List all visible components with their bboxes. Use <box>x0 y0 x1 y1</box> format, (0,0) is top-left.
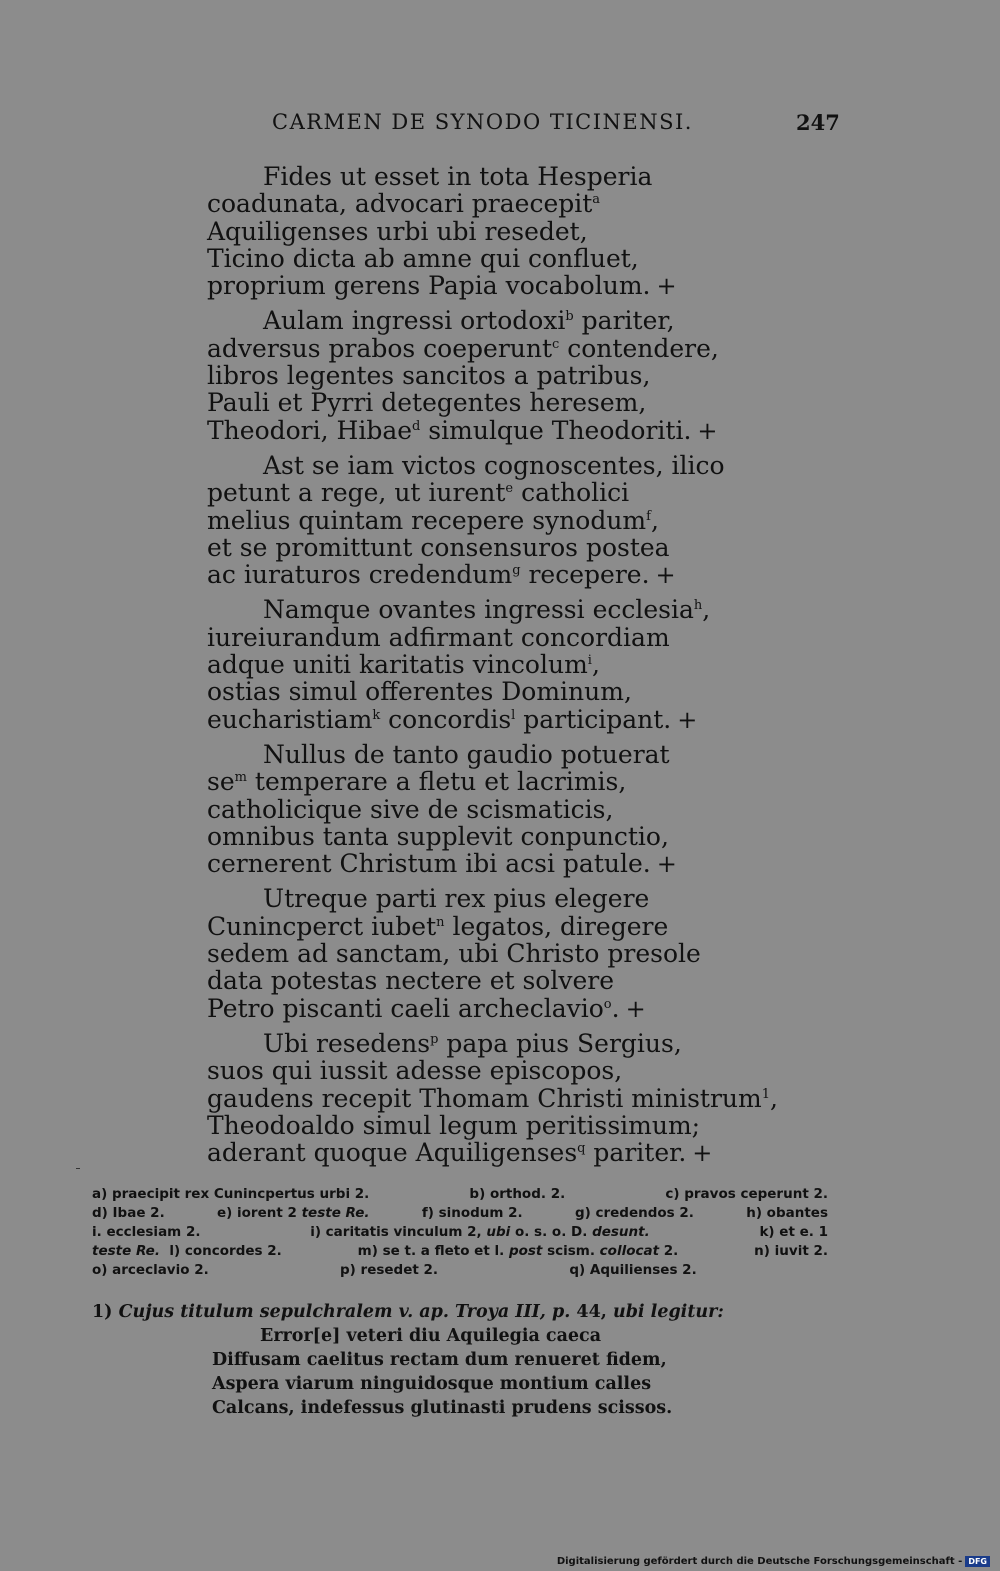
footnote-verse-line: Calcans, indefessus glutinasti prudens scissos. <box>212 1398 673 1418</box>
verse-line: Pauli et Pyrri detegentes heresem, <box>207 388 647 418</box>
refrain-cross-mark: + <box>692 1139 713 1168</box>
apparatus-note: i) caritatis vinculum 2, ubi o. s. o. D. desunt. <box>310 1224 650 1240</box>
verse-line: Ubi resedens$^p$ papa pius Sergius, <box>263 1028 682 1058</box>
apparatus-row <box>92 1223 828 1242</box>
footnote-rule <box>76 1168 80 1169</box>
apparatus-row <box>92 1242 828 1261</box>
verse-line: adversus prabos coeperunt$^c$ contendere, <box>207 333 719 363</box>
verse-line: suos qui iussit adesse episcopos, <box>207 1056 623 1086</box>
footnote-reference: 1) Cujus titulum sepulchralem v. ap. Troya III, p. 44, ubi legitur: <box>92 1302 724 1322</box>
footnote <box>92 1300 832 1420</box>
refrain-cross-mark: + <box>625 994 646 1023</box>
critical-apparatus <box>92 1185 828 1280</box>
apparatus-note: i. ecclesiam 2. <box>92 1224 201 1240</box>
verse-line: proprium gerens Papia vocabolum. + <box>207 271 677 301</box>
stanza <box>0 307 1000 444</box>
stanza <box>0 1030 1000 1167</box>
verse-line: Namque ovantes ingressi ecclesia$^h$, <box>263 595 711 625</box>
page-number: 247 <box>796 110 840 135</box>
verse-line: adque uniti karitatis vincolum$^i$, <box>207 650 600 680</box>
apparatus-row <box>92 1204 828 1223</box>
verse-line: sedem ad sanctam, ubi Christo presole <box>207 939 701 969</box>
verse-line: iureiurandum adfirmant concordiam <box>207 622 670 652</box>
refrain-cross-mark: + <box>656 272 677 301</box>
apparatus-note: e) iorent 2 teste Re. <box>216 1205 370 1221</box>
apparatus-note: a) praecipit rex Cunincpertus urbi 2. <box>92 1186 370 1202</box>
verse-line: Cunincperct iubet$^n$ legatos, diregere <box>207 911 669 941</box>
digitization-stamp <box>557 1556 990 1567</box>
verse-line: $se^m$ temperare a fletu et lacrimis, <box>207 767 627 797</box>
verse-line: cernerent Christum ibi acsi patule. + <box>207 849 677 879</box>
verse-line: Petro piscanti caeli archeclavio$^o$. + <box>207 993 646 1023</box>
apparatus-note: n) iuvit 2. <box>754 1243 828 1259</box>
verse-line: petunt a rege, ut iurent$^e$ catholici <box>207 478 630 508</box>
verse-line: Theodori, Hibae$^d$ simulque Theodoriti. + <box>207 415 718 445</box>
verse-line: ostias simul offerentes Dominum, <box>207 677 632 707</box>
footnote-verse-line: Aspera viarum ninguidosque montium calles <box>212 1374 652 1394</box>
refrain-cross-mark: + <box>677 705 698 734</box>
verse-line: et se promittunt consensuros postea <box>207 532 670 562</box>
refrain-cross-mark: + <box>656 850 677 879</box>
apparatus-note: b) orthod. 2. <box>469 1186 566 1202</box>
running-header <box>0 110 1000 140</box>
verse-line: catholicique sive de scismaticis, <box>207 794 614 824</box>
refrain-cross-mark: + <box>655 561 676 590</box>
apparatus-note: d) Ibae 2. <box>92 1205 165 1221</box>
verse-line: Theodoaldo simul legum peritissimum; <box>207 1110 701 1140</box>
verse-line: Aulam ingressi ortodoxi$^b$ pariter, <box>263 306 675 336</box>
apparatus-note: m) se t. a fleto et l. post scism. collocat 2. <box>357 1243 679 1259</box>
stanza <box>0 885 1000 1022</box>
verse-line: ac iuraturos credendum$^g$ recepere. + <box>207 560 676 590</box>
apparatus-note: k) et e. 1 <box>759 1224 828 1240</box>
refrain-cross-mark: + <box>697 416 718 445</box>
verse-line: Fides ut esset in tota Hesperia <box>263 162 653 191</box>
apparatus-note: f) sinodum 2. <box>421 1205 523 1221</box>
verse-line: melius quintam recepere synodum$^f$, <box>207 505 659 535</box>
apparatus-note: c) pravos ceperunt 2. <box>665 1186 828 1202</box>
verse-line: eucharistiam$^k$ concordis$^l$ participant. + <box>207 704 698 734</box>
apparatus-note: q) Aquilienses 2. <box>569 1262 697 1278</box>
verse-line: gaudens recepit Thomam Christi ministrum$^1$, <box>207 1083 778 1113</box>
verse-line: Ast se iam victos cognoscentes, ilico <box>263 450 725 480</box>
verse-line: Ticino dicta ab amne qui confluet, <box>207 243 639 273</box>
stanza <box>0 596 1000 733</box>
verse-line: coadunata, advocari praecepit$^a$ <box>207 189 601 219</box>
stamp-text: Digitalisierung gefördert durch die Deutsche Forschungsgemeinschaft - <box>556 1556 963 1567</box>
verse-line: Utreque parti rex pius elegere <box>263 884 650 914</box>
verse-line: data potestas nectere et solvere <box>207 966 615 996</box>
apparatus-row <box>92 1185 828 1204</box>
dfg-logo: DFG <box>965 1556 990 1567</box>
stanza <box>0 741 1000 878</box>
stanza <box>0 452 1000 589</box>
poem-body <box>0 163 1000 1174</box>
footnote-verse-line: Diffusam caelitus rectam dum renueret fidem, <box>212 1350 667 1370</box>
running-title: CARMEN DE SYNODO TICINENSI. <box>272 110 693 134</box>
verse-line: Nullus de tanto gaudio potuerat <box>263 739 670 769</box>
apparatus-note: teste Re. l) concordes 2. <box>92 1243 282 1259</box>
verse-line: omnibus tanta supplevit conpunctio, <box>207 821 669 851</box>
verse-line: Aquiligenses urbi ubi resedet, <box>207 216 588 246</box>
verse-line: libros legentes sancitos a patribus, <box>207 361 651 391</box>
apparatus-note: g) credendos 2. <box>574 1205 694 1221</box>
verse-line: aderant quoque Aquiligenses$^q$ pariter. + <box>207 1138 713 1168</box>
apparatus-note: o) arceclavio 2. <box>92 1262 209 1278</box>
footnote-verse-line: Error[e] veteri diu Aquilegia caeca <box>260 1326 602 1346</box>
stanza <box>0 163 1000 300</box>
footnote-verses <box>92 1324 832 1420</box>
apparatus-note: p) resedet 2. <box>340 1262 439 1278</box>
apparatus-note: h) obantes <box>746 1205 828 1221</box>
apparatus-row <box>92 1261 828 1280</box>
